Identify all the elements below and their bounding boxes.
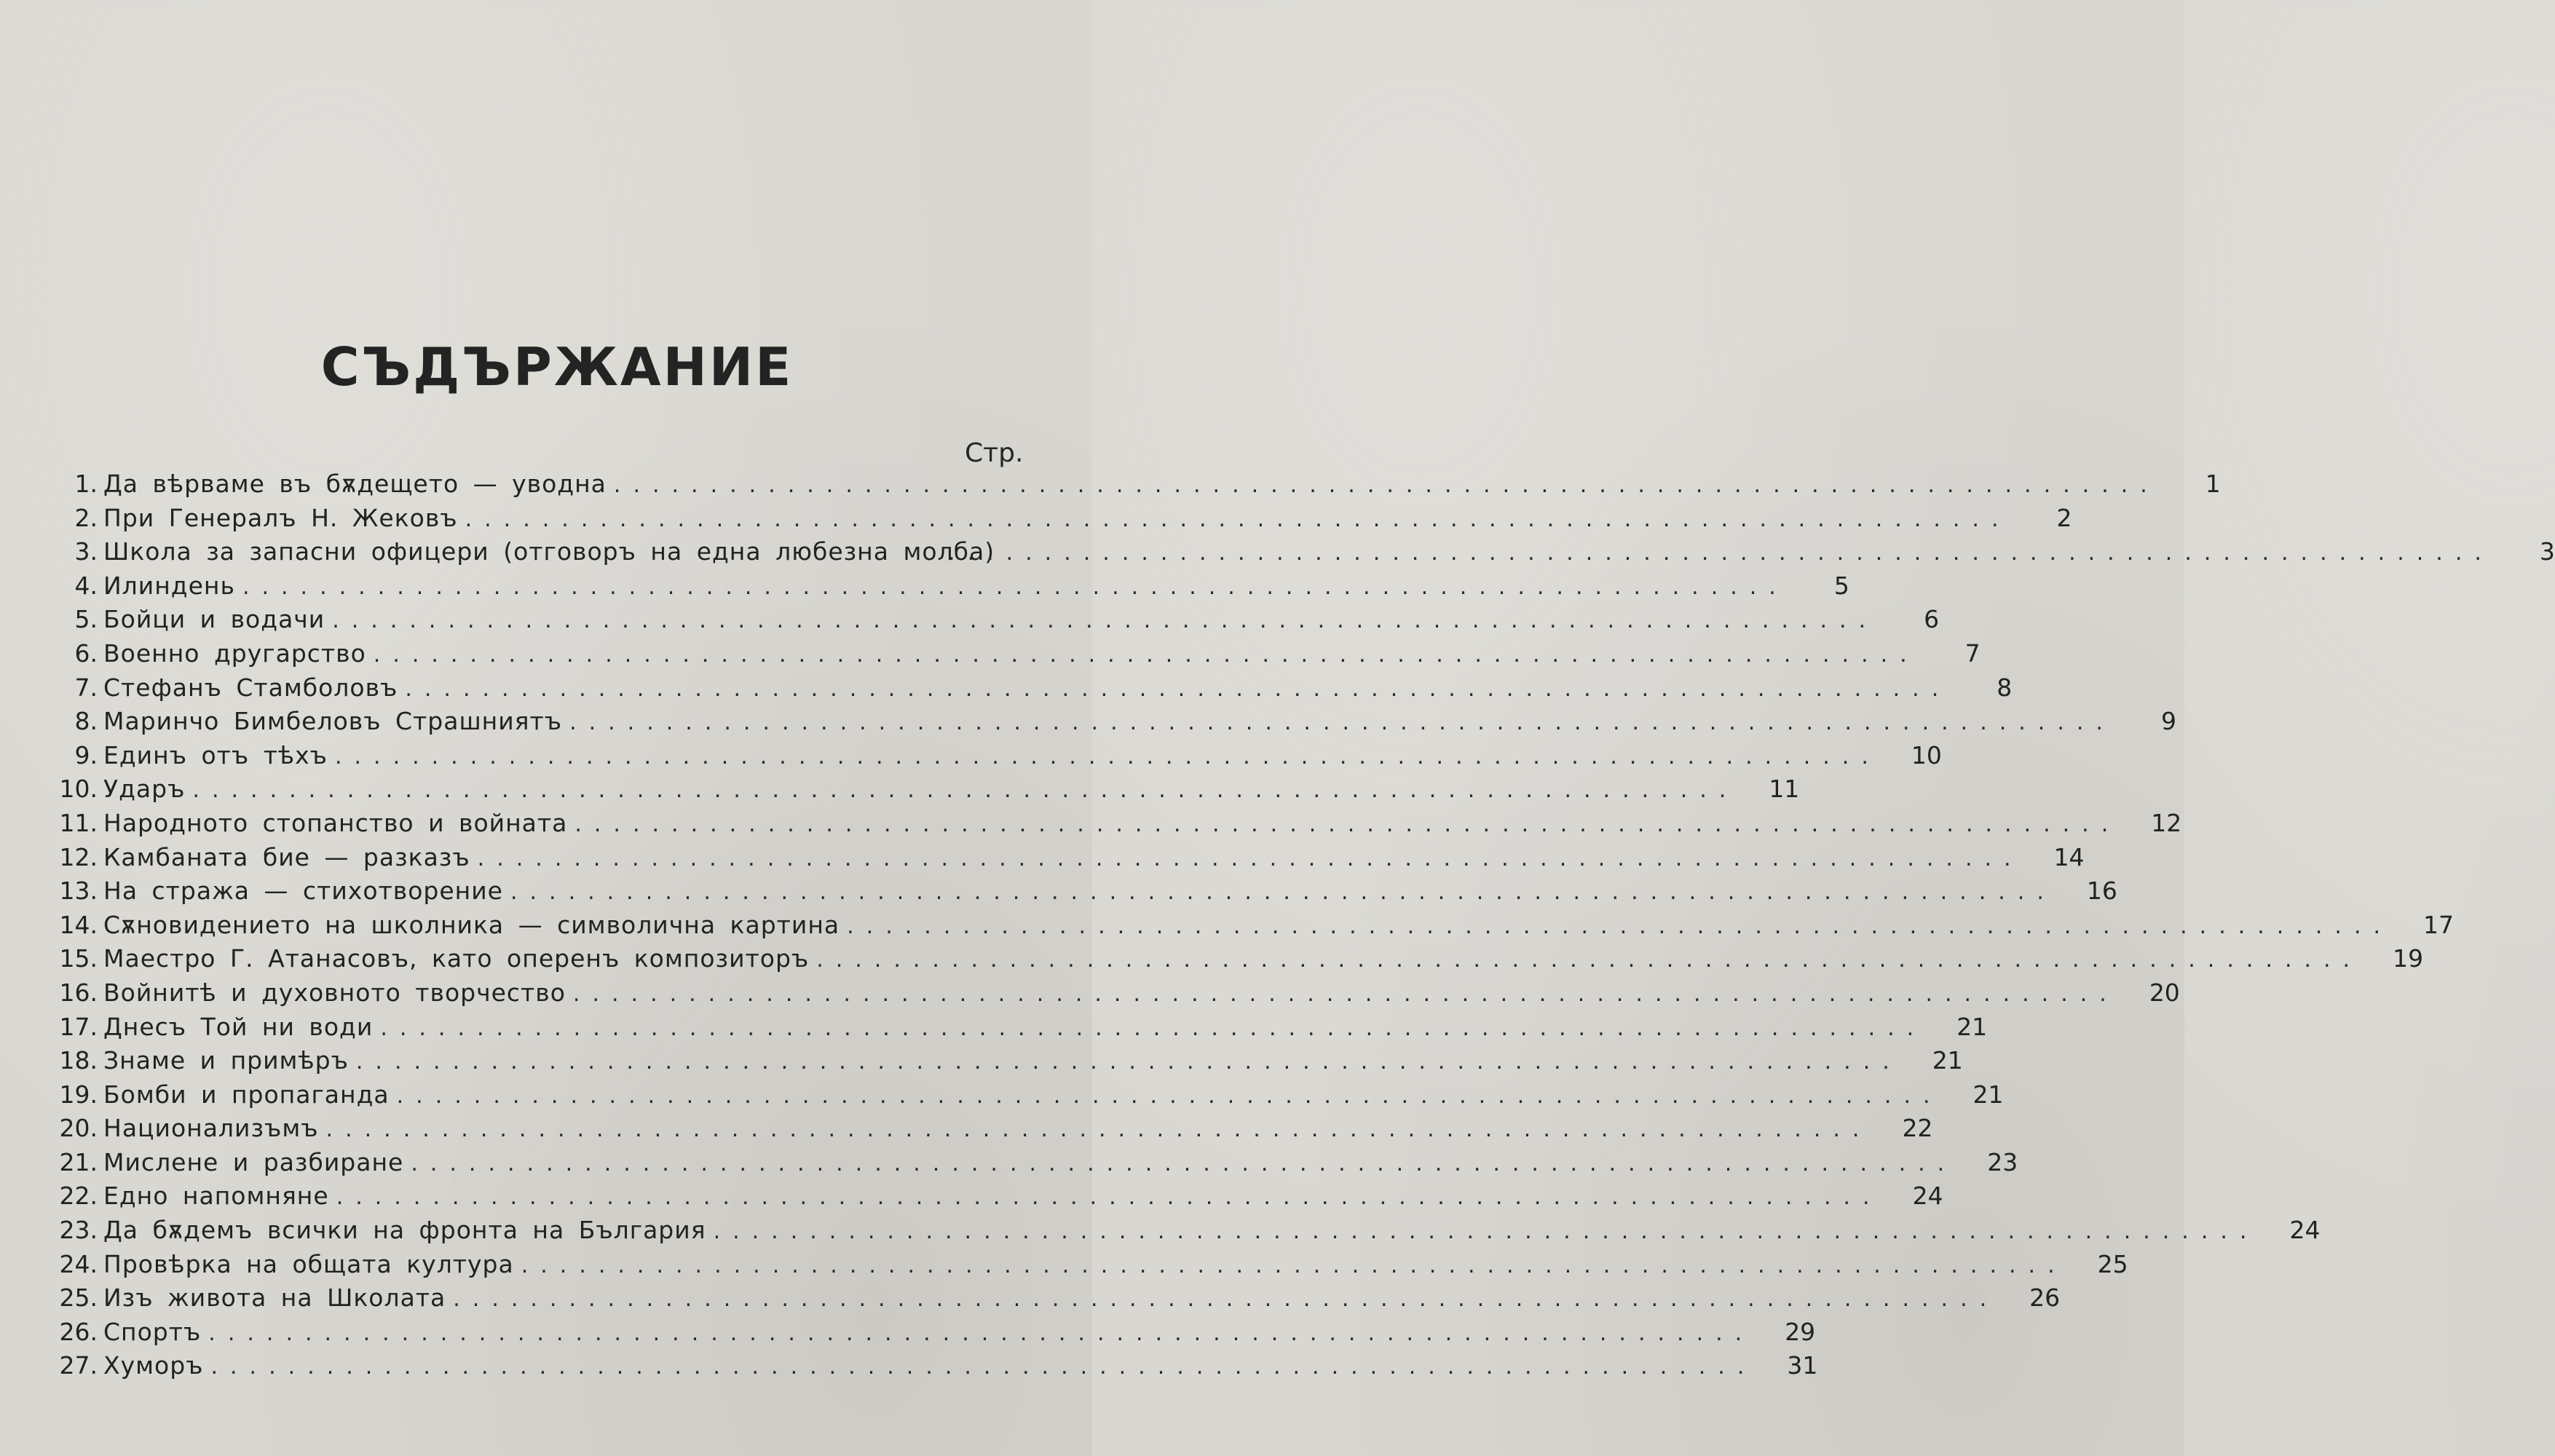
toc-entry-number: 21. [59,1147,98,1176]
toc-entry-title: Изъ живота на Школата [103,1283,446,1313]
toc-entry-number: 18. [59,1046,98,1075]
toc-entry-title: Да вѣрваме въ бѫдещето — уводна [103,470,607,498]
dot-leader: ................................................................................ [325,1117,1872,1143]
toc-entry-page: 2 [2056,503,2072,532]
toc-entry-page: 29 [1785,1317,1816,1346]
toc-entry-page: 12 [2151,808,2182,837]
dot-leader: ................................................................................ [355,1049,1902,1075]
toc-entry-number: 27. [59,1351,98,1380]
toc-entry-title: Школа за запасни офицери (отговоръ на една любезна молба) [103,537,995,566]
toc-entry-title: Днесъ Той ни води [103,1012,374,1041]
toc-entry-page: 26 [2029,1283,2061,1313]
toc-entry-number: 12. [59,842,98,871]
dot-leader: ................................................................................ [242,574,1788,600]
toc-entry [58,707,2176,741]
toc-entry-page: 19 [2393,944,2424,973]
toc-entry [58,740,1942,775]
toc-entry-page: 16 [2086,877,2117,906]
toc-entry-page: 7 [1964,638,1981,668]
dot-leader: ................................................................................ [948,540,2494,566]
toc-entry [58,1046,1963,1080]
dot-leader: ................................................................................ [453,1286,1999,1313]
toc-entry [58,638,1981,673]
toc-entry [58,842,2085,877]
toc-entry-title: Мислене и разбиране [103,1147,404,1176]
dot-leader: ................................................................................ [411,1150,1957,1176]
toc-entry-title: Ударъ [103,775,186,804]
dot-leader: ................................................................................ [405,676,1951,702]
toc-entry-page: 25 [2097,1249,2128,1278]
dot-leader: ................................................................................ [574,811,2121,837]
dot-leader: ................................................................................ [465,506,2011,532]
dot-leader: ................................................................................ [332,608,1879,634]
toc-entry-number: 26. [59,1317,98,1346]
toc-entry [58,1249,2128,1284]
toc-entry [58,1351,1818,1385]
toc-entry-title: Сѫновидението на школника — символична картина [103,910,840,939]
toc-entry-number: 15. [59,944,98,973]
toc-entry-title: Бойци и водачи [103,605,325,634]
toc-entry-page: 17 [2423,910,2455,939]
toc-entry-title: Камбаната бие — разказъ [103,842,470,871]
toc-entry-number: 22. [59,1182,98,1211]
dot-leader: ................................................................................ [396,1083,1943,1109]
toc-entry-page: 22 [1902,1114,1933,1143]
toc-entry-title: При Генералъ Н. Жековъ [103,503,458,532]
toc-entry-number: 4. [74,571,98,600]
toc-entry-page: 21 [1956,1012,1988,1041]
toc-entry-number: 8. [74,707,98,736]
dot-leader: ................................................................................ [192,778,1739,804]
toc-entry-number: 9. [74,740,98,769]
toc-entry [58,470,2221,504]
toc-entry-number: 1. [74,470,98,498]
toc-entry-page: 24 [1912,1182,1943,1211]
toc-entry-number: 23. [59,1216,98,1245]
toc-entry-page: 31 [1787,1351,1818,1380]
toc-entry-title: Илиндень [103,571,235,600]
toc-entry-title: Военно другарство [103,638,366,668]
toc-entry [58,808,2182,843]
toc-entry-number: 19. [59,1080,98,1109]
toc-entry [58,1283,2061,1318]
toc-entry-number: 20. [59,1114,98,1143]
toc-entry-number: 24. [59,1249,98,1278]
toc-entry-title: На стража — стихотворение [103,877,503,906]
toc-entry [58,910,2455,945]
toc-entry-title: Национализъмъ [103,1114,319,1143]
toc-entry-title: Войнитѣ и духовното творчество [103,978,566,1007]
toc-entry-number: 7. [74,673,98,702]
toc-entry-number: 25. [59,1283,98,1313]
table-of-contents [58,470,2555,1385]
toc-entry-page: 9 [2160,707,2176,736]
toc-entry-number: 3. [74,537,98,566]
toc-entry-number: 2. [74,503,98,532]
toc-entry [58,1147,2018,1182]
toc-entry-page: 5 [1833,571,1849,600]
toc-entry-page: 8 [1997,673,2013,702]
toc-entry [58,944,2424,978]
toc-entry-number: 10. [59,775,98,804]
dot-leader: ................................................................................ [510,879,2056,906]
toc-entry-number: 16. [59,978,98,1007]
toc-entry-page: 6 [1924,605,1940,634]
dot-leader: ................................................................................ [847,913,2393,939]
dot-leader: ................................................................................ [336,1184,1882,1211]
toc-entry-page: 21 [1972,1080,2004,1109]
dot-leader: ................................................................................ [613,472,2160,498]
dot-leader: ................................................................................ [380,1015,1927,1041]
toc-entry-title: Едно напомняне [103,1182,329,1211]
toc-entry-title: Да бѫдемъ всички на фронта на България [103,1216,706,1245]
dot-leader: ................................................................................ [816,947,2363,973]
toc-entry-title: Провѣрка на общата култура [103,1249,514,1278]
toc-entry [58,877,2117,911]
toc-entry [58,673,2013,708]
toc-entry-page: 11 [1769,775,1800,804]
toc-entry-page: 24 [2289,1216,2321,1245]
toc-entry-page: 10 [1911,740,1942,769]
toc-entry-number: 14. [59,910,98,939]
toc-entry-number: 6. [74,638,98,668]
toc-entry-title: Спортъ [103,1317,202,1346]
toc-entry-title: Маринчо Бимбеловъ Страшниятъ [103,707,563,736]
dot-leader: ................................................................................ [210,1354,1757,1380]
toc-entry [58,605,1940,639]
dot-leader: ................................................................................ [208,1320,1755,1346]
toc-entry [58,1114,1933,1148]
toc-entry [58,1216,2321,1250]
toc-entry-number: 17. [59,1012,98,1041]
toc-entry-page: 21 [1932,1046,1963,1075]
toc-entry-title: Народното стопанство и войната [103,808,568,837]
toc-entry [58,775,1800,809]
toc-entry-title: Единъ отъ тѣхъ [103,740,328,769]
toc-entry-number: 5. [74,605,98,634]
toc-entry [58,503,2072,538]
dot-leader: ................................................................................ [334,743,1881,769]
dot-leader: ................................................................................ [713,1219,2259,1245]
toc-entry-page: 1 [2205,470,2221,498]
toc-entry [58,1182,1943,1216]
toc-entry [58,1317,1816,1352]
page-column-label: Стр. [965,438,1024,468]
toc-entry [58,1012,1988,1047]
toc-entry-page: 3 [2539,537,2555,566]
toc-entry-title: Стефанъ Стамболовъ [103,673,398,702]
page-title: СЪДЪРЖАНИЕ [320,336,794,397]
toc-entry-title: Маестро Г. Атанасовъ, като оперенъ композиторъ [103,944,810,973]
toc-entry-title: Хуморъ [103,1351,204,1380]
toc-entry [58,1080,2004,1115]
toc-entry-title: Бомби и пропаганда [103,1080,390,1109]
toc-entry [58,537,2555,571]
toc-entry-page: 23 [1987,1147,2018,1176]
toc-entry-page: 14 [2053,842,2085,871]
toc-entry [58,571,1849,606]
dot-leader: ................................................................................ [521,1252,2067,1278]
toc-entry-page: 20 [2149,978,2180,1007]
dot-leader: ................................................................................ [572,981,2119,1007]
dot-leader: ................................................................................ [477,845,2023,871]
toc-entry-number: 11. [59,808,98,837]
dot-leader: ................................................................................ [569,710,2115,736]
dot-leader: ................................................................................ [373,641,1919,668]
toc-entry-number: 13. [59,877,98,906]
toc-entry-title: Знаме и примѣръ [103,1046,349,1075]
toc-entry [58,978,2180,1013]
